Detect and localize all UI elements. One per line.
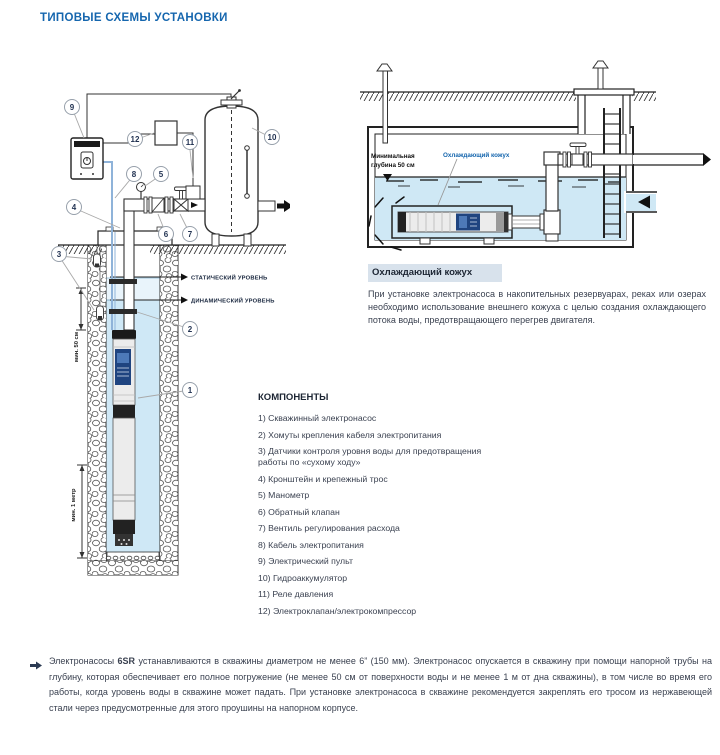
borehole-installation-diagram <box>28 58 290 644</box>
callout-12: 12 <box>127 131 143 147</box>
components-section <box>258 392 500 622</box>
well-wall-left <box>88 245 106 561</box>
pressure-switch <box>186 186 200 199</box>
callout-8: 8 <box>126 166 142 182</box>
component-item-6: 6) Обратный клапан <box>258 506 340 517</box>
dimension-50cm <box>74 288 86 362</box>
footnote-body: устанавливаются в скважины диаметром не менее 6” (150 мм). Электронасос опускается в скважину при помощи напорной трубы на глубину, которая обеспечивает его полное погружение (не менее 50 см от поверхности воды и не менее 1 м от дна скважины), в том числе во время его работы, когда уровень воды в скважине может падать. При установке электронасоса в скважине рекомендуется закреплять его тросом из нержавеющей стали через предусмотренные для этого проушины на напорном корпусе. <box>49 656 712 713</box>
component-item-11: 11) Реле давления <box>258 589 334 599</box>
right-arrow-icon <box>30 657 42 716</box>
well-bottom <box>88 561 178 575</box>
callout-6: 6 <box>158 226 174 242</box>
footnote <box>30 654 712 716</box>
svg-text:Минимальная: Минимальная <box>371 153 415 160</box>
callout-10: 10 <box>264 129 280 145</box>
component-item-9: 9) Электрический пульт <box>258 556 353 566</box>
well-wall-right <box>160 245 178 561</box>
callout-4: 4 <box>66 199 82 215</box>
svg-text:СТАТИЧЕСКИЙ УРОВЕНЬ: СТАТИЧЕСКИЙ УРОВЕНЬ <box>191 275 268 282</box>
component-item-10: 10) Гидроаккумулятор <box>258 572 348 583</box>
cooling-section-heading: Охлаждающий кожух <box>368 264 502 282</box>
svg-text:Охлаждающий кожух: Охлаждающий кожух <box>443 152 510 159</box>
horizontal-pump <box>398 212 508 232</box>
pump-model: 6SR <box>117 656 136 666</box>
cooling-section-body: При установке электронасоса в накопительных резервуарах, реках или озерах необходимо использование внешнего кожуха с целью создания охлаждающего потока воды, предотвращающего перегрев двигателя. <box>368 289 706 325</box>
component-item-2: 2) Хомуты крепления кабеля электропитания <box>258 429 442 440</box>
callout-7: 7 <box>182 226 198 242</box>
inlet-pipe <box>624 191 657 213</box>
callout-9: 9 <box>64 99 80 115</box>
tank-outlet-pipe <box>258 201 275 211</box>
reservoir-installation-diagram <box>358 58 714 254</box>
outflow-arrow-icon <box>284 200 290 212</box>
component-item-8: 8) Кабель электропитания <box>258 539 364 550</box>
component-item-12: 12) Электроклапан/электрокомпрессор <box>258 605 417 616</box>
component-item-4: 4) Кронштейн и крепежный трос <box>258 473 388 484</box>
callout-1: 1 <box>182 382 198 398</box>
footnote-lead: Электронасосы <box>49 656 118 666</box>
control-panel <box>71 138 103 179</box>
well-bottom-gravel <box>107 552 159 561</box>
reservoir-diagram-drawing <box>358 58 714 254</box>
callout-5: 5 <box>153 166 169 182</box>
vent-pipe-right <box>593 61 608 89</box>
dimension-1m <box>71 465 87 558</box>
borehole-pump <box>112 330 136 546</box>
components-heading: КОМПОНЕНТЫ <box>258 392 329 403</box>
component-item-7: 7) Вентиль регулирования расхода <box>258 523 400 533</box>
callout-2: 2 <box>182 321 198 337</box>
footnote-text <box>49 654 712 716</box>
components-list <box>258 413 500 617</box>
cooling-jacket-section <box>368 262 706 327</box>
component-item-5: 5) Манометр <box>258 490 310 500</box>
svg-text:мин. 1 метр: мин. 1 метр <box>71 488 77 522</box>
callout-3: 3 <box>51 246 67 262</box>
page-title: ТИПОВЫЕ СХЕМЫ УСТАНОВКИ <box>40 12 228 24</box>
ground-surface <box>58 245 286 254</box>
svg-text:мин. 50 см: мин. 50 см <box>74 331 80 363</box>
cooling-jacket-assembly <box>392 206 512 244</box>
callout-11: 11 <box>182 134 198 150</box>
pressure-tank <box>205 89 290 246</box>
svg-text:глубина 50 см: глубина 50 см <box>371 162 415 169</box>
svg-text:ДИНАМИЧЕСКИЙ УРОВЕНЬ: ДИНАМИЧЕСКИЙ УРОВЕНЬ <box>191 298 275 305</box>
surface-piping <box>124 183 205 214</box>
outflow-arrow-icon <box>703 153 711 166</box>
solenoid-box <box>155 121 177 145</box>
component-item-3: 3) Датчики контроля уровня воды для предотвращения работы по «сухому ходу» <box>258 446 482 467</box>
borehole-diagram-drawing <box>28 58 290 644</box>
component-item-1: 1) Скважинный электронасос <box>258 413 377 423</box>
pressure-gauge <box>137 183 146 200</box>
